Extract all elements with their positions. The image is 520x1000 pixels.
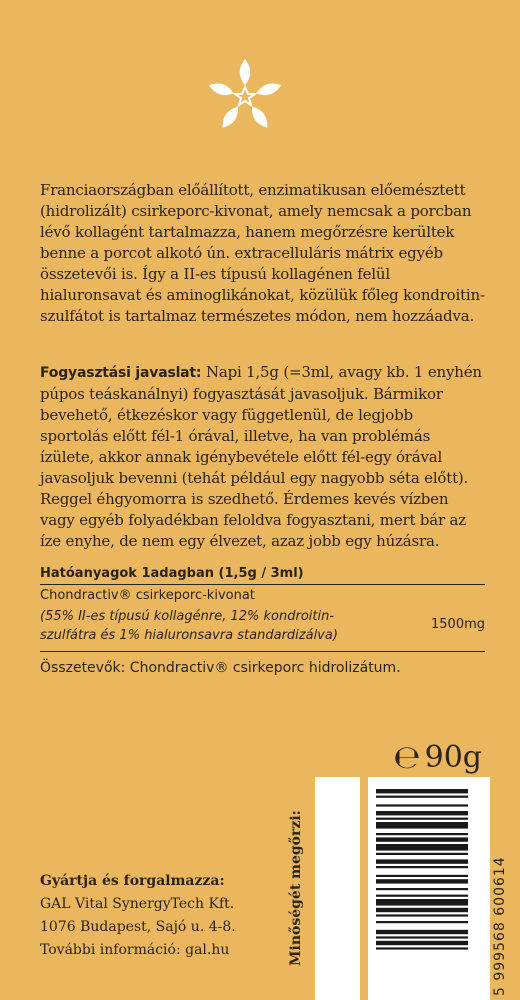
- best-before-label: Minőségét megőrzi:: [288, 810, 304, 966]
- barcode-bar: [376, 930, 468, 934]
- brand-logo: [205, 55, 285, 135]
- net-weight: [393, 738, 482, 776]
- usage-text: Napi 1,5g (=3ml, avagy kb. 1 enyhén púpos teáskanálnyi) fogyasztását javasoljuk. Bármikor bevehető, étkezéskor vagy függetlenül, de legjobb sportolás előtt fél-1 órával, illetve, ha van problémás ízülete, akkor annak igénybevétele előtt fél-egy órával javasoljuk bevenni (tehát például egy nagyobb séta előtt). Reggel éhgyomorra is szedhető. Érdemes kevés vízben vagy egyéb folyadékban feloldva fogyasztani, mert bár az íze enyhe, de nem egy élvezet, azaz jobb egy húzásra.: [40, 363, 482, 550]
- barcode-bar: [376, 908, 468, 912]
- barcode-bar: [376, 853, 468, 855]
- usage-recommendation: [40, 362, 485, 552]
- barcode-bar: [376, 936, 468, 938]
- barcode-bar: [376, 914, 468, 916]
- barcode-bar: [376, 837, 468, 841]
- product-description: Franciaországban előállított, enzimatikusan előemésztett (hidrolizált) csirkeporc-kivonat, amely nemcsak a porcban lévő kollagént tartalmazza, hanem megőrzésre kerültek benne a porcot alkotó ún. extracelluláris mátrix egyéb összetevői is. Így a II-es típusú kollagénen felül hialuronsavat és aminoglikánokat, közülük főleg kondroitin-szulfátot is tartalmaz természetes módon, nem hozzáadva.: [40, 181, 485, 325]
- barcode-bar: [376, 879, 468, 883]
- flower-logo-icon: [205, 55, 285, 135]
- barcode-bar: [376, 833, 468, 835]
- ingredients-list: Összetevők: Chondractiv® csirkeporc hidrolizátum.: [40, 660, 401, 676]
- manufacturer-info: [40, 870, 300, 962]
- active-ingredients-table: [40, 566, 485, 652]
- barcode-bar: [376, 844, 468, 851]
- barcode-bar: [376, 947, 468, 949]
- barcode-bar: [376, 921, 468, 923]
- barcode-bar: [376, 859, 468, 863]
- active-ingredient-row: [40, 607, 485, 652]
- barcode: [368, 777, 490, 1000]
- usage-heading: Fogyasztási javaslat:: [40, 365, 202, 381]
- barcode-bar: [376, 895, 468, 897]
- estimated-sign-icon: ℮: [393, 738, 421, 776]
- barcode-bar: [376, 875, 468, 877]
- barcode-digits: 5 999568 600614: [492, 856, 508, 996]
- barcode-bar: [376, 796, 468, 798]
- barcode-bar: [376, 899, 468, 906]
- active-ingredient-amount: 1500mg: [431, 617, 485, 632]
- barcode-bar: [376, 888, 468, 890]
- active-ingredient-name: Chondractiv® csirkeporc-kivonat: [40, 588, 255, 603]
- barcode-bar: [376, 941, 468, 945]
- barcode-bars: [368, 777, 490, 1000]
- best-before-field: [315, 777, 360, 1000]
- manufacturer-address: 1076 Budapest, Sajó u. 4-8.: [40, 919, 236, 935]
- manufacturer-company: GAL Vital SynergyTech Kft.: [40, 896, 235, 912]
- active-ingredients-title: Hatóanyagok 1adagban (1,5g / 3ml): [40, 566, 485, 585]
- barcode-bar: [376, 818, 468, 820]
- manufacturer-website: További információ: gal.hu: [40, 942, 230, 958]
- manufacturer-heading: Gyártja és forgalmazza:: [40, 873, 225, 889]
- barcode-bar: [376, 804, 468, 806]
- barcode-bar: [376, 811, 468, 815]
- barcode-bar: [376, 866, 468, 868]
- barcode-bar: [376, 789, 468, 793]
- standardization-note: (55% II-es típusú kollagénre, 12% kondroitin-szulfátra és 1% hialuronsavra standardizálva): [40, 609, 338, 643]
- net-weight-value: 90g: [424, 739, 482, 775]
- barcode-bar: [376, 822, 468, 829]
